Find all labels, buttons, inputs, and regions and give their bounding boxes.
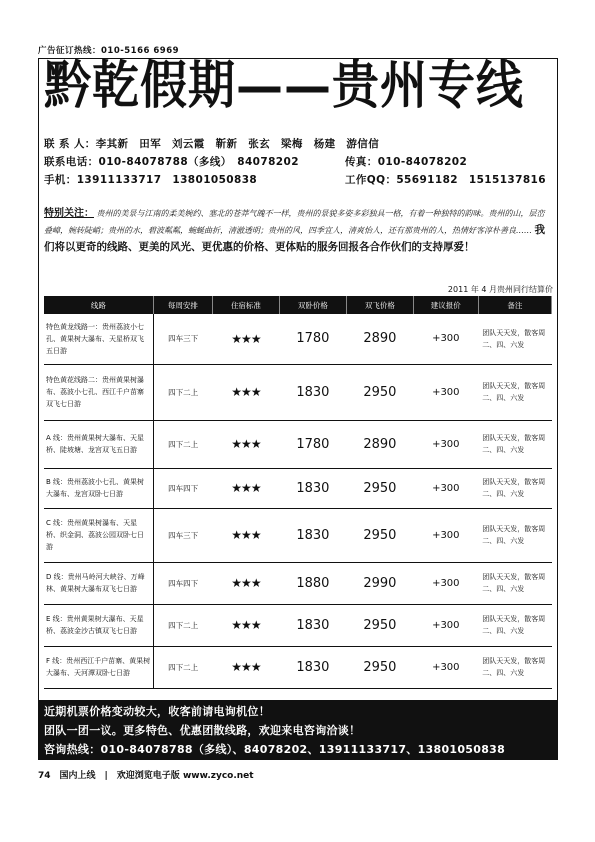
table-row	[44, 314, 552, 364]
contact-fax: 传真：010-84078202	[345, 156, 468, 168]
special-highlight: 我们将以更奇的线路、更美的风光、更优惠的价格、更体贴的服务回报各合作伙们的支持厚爱！	[44, 224, 546, 253]
col-route: 线路	[44, 296, 153, 314]
double-fly-price: 2950	[346, 468, 413, 508]
table-row	[44, 364, 552, 420]
schedule-cell: 四车四下	[153, 562, 212, 604]
note-cell: 团队天天发，散客周二、四、六发	[478, 468, 551, 508]
schedule-cell: 四车三下	[153, 508, 212, 562]
double-fly-price: 2990	[346, 562, 413, 604]
table-row	[44, 468, 552, 508]
note-cell: 团队天天发，散客周二、四、六发	[478, 420, 551, 468]
double-fly-price: 2890	[346, 314, 413, 364]
banner-line-3: 咨询热线：010-84078788（多线）、84078202、13911133717、13801050838	[44, 743, 506, 756]
double-berth-price: 1780	[279, 314, 346, 364]
banner-line-1: 近期机票价格变动较大，收客前请电询机位！	[44, 705, 270, 718]
page-footer: 74 国内上线 | 欢迎浏览电子版 www.zyco.net	[38, 771, 254, 781]
route-cell: F 线：贵州西江千户苗寨、黄果树大瀑布、天河潭双卧七日游	[44, 646, 153, 688]
contact-phone: 联系电话：010-84078788（多线） 84078202	[44, 156, 299, 168]
table-row	[44, 420, 552, 468]
contact-qq: 工作QQ：55691182 1515137816	[345, 174, 546, 186]
double-fly-price: 2950	[346, 364, 413, 420]
col-schedule: 每周安排	[153, 296, 212, 314]
special-body: 贵州的美景与江南的柔美婉约、塞北的苍莽气魄不一样，贵州的景貌多姿多彩独具一格，有着一种独特的韵味。贵州的山，层峦叠嶂，婉转陡峭；贵州的水，碧波粼粼，蜿蜒曲折，清澈透明；贵州的风，四季宜人，清爽怡人，还有那贵州的人，热情好客淳朴善良……	[44, 209, 545, 235]
note-cell: 团队天天发，散客周二、四、六发	[478, 314, 551, 364]
schedule-cell: 四车三下	[153, 314, 212, 364]
table-row	[44, 508, 552, 562]
hotel-stars-cell: ★★★	[212, 562, 279, 604]
route-cell: 特色黄花线路二：贵州黄果树瀑布、荔波小七孔、西江千户苗寨双飞七日游	[44, 364, 153, 420]
note-cell: 团队天天发，散客周二、四、六发	[478, 646, 551, 688]
route-cell: A 线：贵州黄果树大瀑布、天星桥、陡坡塘、龙宫双飞五日游	[44, 420, 153, 468]
price-date-note: 2011 年 4 月贵州同行结算价	[447, 285, 553, 294]
col-double-berth: 双卧价格	[279, 296, 346, 314]
banner-line-2: 团队一团一议。更多特色、优惠团散线路，欢迎来电咨询洽谈！	[44, 724, 361, 737]
double-berth-price: 1830	[279, 646, 346, 688]
suggested-price: +300	[413, 604, 478, 646]
note-cell: 团队天天发，散客周二、四、六发	[478, 508, 551, 562]
table-row	[44, 646, 552, 688]
route-cell: C 线：贵州黄果树瀑布、天星桥、织金洞、荔波公园双卧七日游	[44, 508, 153, 562]
table-header-row	[44, 296, 552, 314]
table-body	[44, 314, 552, 688]
col-note: 备注	[478, 296, 551, 314]
note-cell: 团队天天发，散客周二、四、六发	[478, 604, 551, 646]
schedule-cell: 四下二上	[153, 604, 212, 646]
double-fly-price: 2890	[346, 420, 413, 468]
contact-people: 联 系 人：李其新 田军 刘云霞 靳新 张玄 梁梅 杨建 游信信	[44, 138, 380, 150]
col-hotel: 住宿标准	[212, 296, 279, 314]
route-price-table	[44, 296, 552, 689]
hotel-stars-cell: ★★★	[212, 646, 279, 688]
col-suggest: 建议报价	[413, 296, 478, 314]
special-label: 特别关注：	[44, 208, 94, 219]
schedule-cell: 四下二上	[153, 420, 212, 468]
schedule-cell: 四下二上	[153, 364, 212, 420]
bottom-banner	[38, 700, 558, 760]
suggested-price: +300	[413, 562, 478, 604]
note-cell: 团队天天发，散客周二、四、六发	[478, 562, 551, 604]
route-cell: D 线：贵州马岭河大峡谷、万峰林、黄果树大瀑布双飞七日游	[44, 562, 153, 604]
route-cell: B 线：贵州荔波小七孔、黄果树大瀑布、龙宫双卧七日游	[44, 468, 153, 508]
double-berth-price: 1780	[279, 420, 346, 468]
double-berth-price: 1830	[279, 468, 346, 508]
double-berth-price: 1830	[279, 508, 346, 562]
note-cell: 团队天天发，散客周二、四、六发	[478, 364, 551, 420]
suggested-price: +300	[413, 314, 478, 364]
double-berth-price: 1830	[279, 364, 346, 420]
contact-mobile: 手机：13911133717 13801050838	[44, 174, 258, 186]
suggested-price: +300	[413, 468, 478, 508]
hotel-stars-cell: ★★★	[212, 314, 279, 364]
suggested-price: +300	[413, 420, 478, 468]
hotel-stars-cell: ★★★	[212, 468, 279, 508]
double-fly-price: 2950	[346, 508, 413, 562]
special-notice	[44, 206, 549, 256]
double-berth-price: 1830	[279, 604, 346, 646]
suggested-price: +300	[413, 364, 478, 420]
double-fly-price: 2950	[346, 646, 413, 688]
suggested-price: +300	[413, 646, 478, 688]
page-title: 黔乾假期——贵州专线	[44, 55, 524, 117]
double-berth-price: 1880	[279, 562, 346, 604]
suggested-price: +300	[413, 508, 478, 562]
table-row	[44, 562, 552, 604]
double-fly-price: 2950	[346, 604, 413, 646]
hotel-stars-cell: ★★★	[212, 364, 279, 420]
col-double-fly: 双飞价格	[346, 296, 413, 314]
schedule-cell: 四下二上	[153, 646, 212, 688]
hotel-stars-cell: ★★★	[212, 508, 279, 562]
ad-hotline: 广告征订热线：010-5166 6969	[38, 46, 180, 56]
route-cell: E 线：贵州黄果树大瀑布、天星桥、荔波金沙古镇双飞七日游	[44, 604, 153, 646]
route-cell: 特色黄龙线路一：贵州荔波小七孔、黄果树大瀑布、天星桥双飞五日游	[44, 314, 153, 364]
hotel-stars-cell: ★★★	[212, 420, 279, 468]
hotel-stars-cell: ★★★	[212, 604, 279, 646]
schedule-cell: 四车四下	[153, 468, 212, 508]
table-row	[44, 604, 552, 646]
